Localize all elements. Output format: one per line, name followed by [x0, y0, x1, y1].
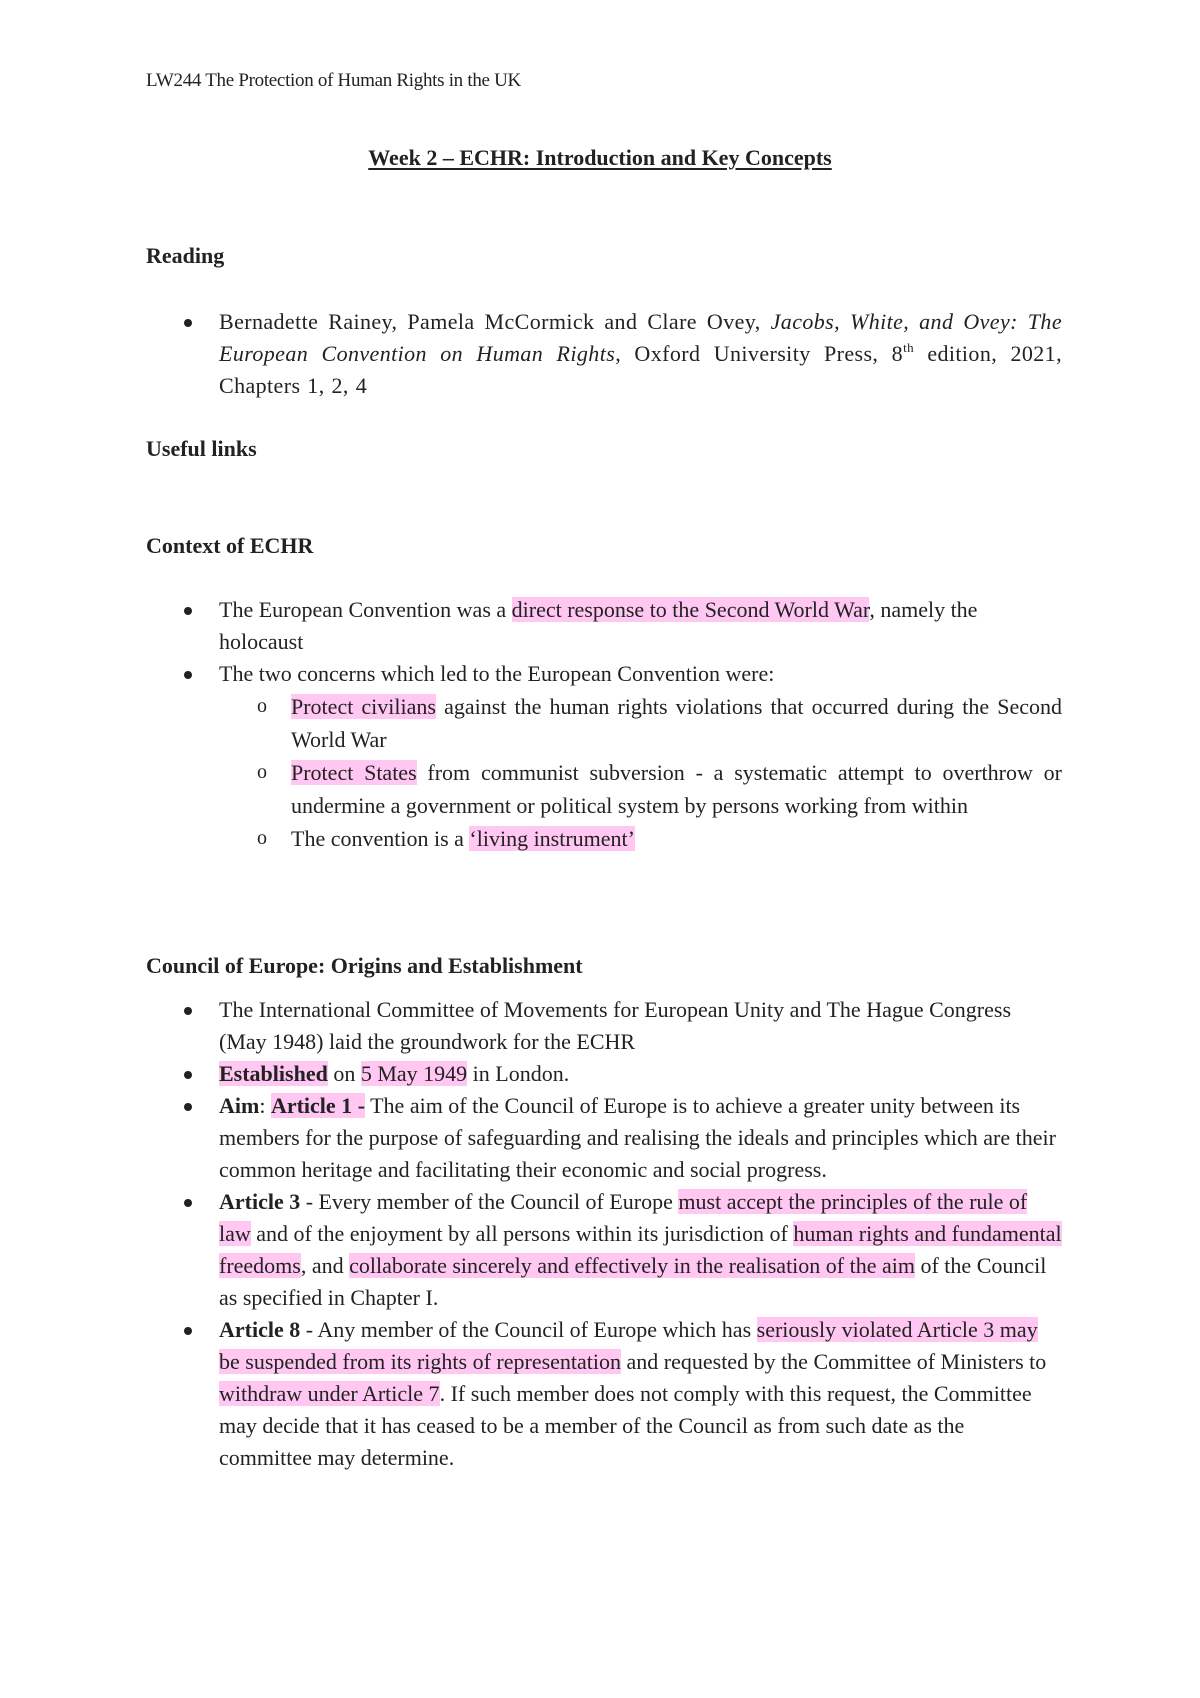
reading-heading: Reading	[146, 243, 225, 268]
aim-label: Aim	[219, 1093, 260, 1118]
highlight: withdraw under Article 7	[219, 1381, 440, 1406]
highlight: human rights and fundamental freedoms	[219, 1221, 1062, 1278]
aim-sep: :	[259, 1093, 271, 1118]
highlight: Established	[219, 1061, 328, 1086]
council-b2-text: on	[327, 1061, 361, 1086]
council-bullet-2	[0, 1058, 1062, 1090]
reading-edition: edition, 2021, Chapters 1, 2, 4	[219, 341, 1062, 398]
reading-book-title: Jacobs, White, and Ovey: The European Convention on Human Rights	[219, 309, 1062, 366]
context-sublist	[219, 690, 1062, 855]
highlight: 5 May 1949	[360, 1061, 468, 1086]
article-8-text-3: . If such member does not comply with this request, the Committee may decide that it has ceased to be a member of the Council as from such date as the committee may determine.	[219, 1381, 1032, 1470]
context-sub-2-text: from communist subversion - a systematic attempt to overthrow or undermine a government or political system by persons working from within	[291, 760, 1062, 818]
reading-item	[0, 306, 1062, 402]
context-bullet-1	[0, 594, 1062, 658]
council-bullet-3	[0, 1090, 1062, 1186]
highlight: direct response to the Second World War	[511, 597, 870, 622]
context-bullet-2	[0, 658, 1062, 855]
council-bullet-5	[0, 1314, 1062, 1474]
context-list	[0, 594, 1200, 855]
article-8-text-2: and requested by the Committee of Ministers to	[621, 1349, 1047, 1374]
aim-text: The aim of the Council of Europe is to achieve a greater unity between its members for the purpose of safeguarding and realising the ideals and principles which are their common heritage and facilitating their economic and social progress.	[219, 1093, 1056, 1182]
council-bullet-1: The International Committee of Movements for European Unity and The Hague Congress (May 1948) laid the groundwork for the ECHR	[0, 994, 1062, 1058]
council-b2-text-2: in London.	[467, 1061, 570, 1086]
article-8-label: Article 8	[219, 1317, 301, 1342]
highlight: Protect civilians	[291, 694, 436, 719]
page-title-text: Week 2 – ECHR: Introduction and Key Concepts	[368, 145, 832, 170]
article-3-text-3: , and	[300, 1253, 350, 1278]
article-3-label: Article 3	[219, 1189, 301, 1214]
context-sub-3	[219, 822, 1062, 855]
context-b2-text: The two concerns which led to the European Convention were:	[219, 661, 775, 686]
reading-list	[0, 306, 1200, 402]
article-3-text-1: - Every member of the Council of Europe	[300, 1189, 679, 1214]
context-sub-2	[219, 756, 1062, 822]
council-list	[0, 994, 1200, 1474]
page-title	[0, 145, 1200, 171]
article-8-text-1: - Any member of the Council of Europe which has	[300, 1317, 757, 1342]
useful-links-heading: Useful links	[146, 436, 257, 461]
context-sub-3-text: The convention is a	[291, 826, 470, 851]
article-1-dash: -	[352, 1093, 366, 1118]
context-heading: Context of ECHR	[146, 533, 314, 558]
context-b1-text: The European Convention was a	[219, 597, 512, 622]
highlight: must accept the principles of the rule of law	[219, 1189, 1028, 1246]
reading-edition-sup: th	[903, 340, 914, 355]
context-b1-text-2: , namely the holocaust	[219, 597, 978, 654]
article-3-text-2: and of the enjoyment by all persons within its jurisdiction of	[250, 1221, 794, 1246]
context-sub-1-text: against the human rights violations that occurred during the Second World War	[291, 694, 1062, 752]
highlight: collaborate sincerely and effectively in the realisation of the aim	[349, 1253, 915, 1278]
highlight: seriously violated Article 3 may be suspended from its rights of representation	[219, 1317, 1038, 1374]
council-heading: Council of Europe: Origins and Establishment	[146, 953, 583, 978]
article-1-text: Article 1	[270, 1093, 353, 1118]
reading-publisher: , Oxford University Press, 8	[615, 341, 904, 366]
course-header: LW244 The Protection of Human Rights in the UK	[146, 70, 521, 91]
council-bullet-4	[0, 1186, 1062, 1314]
context-sub-1	[219, 690, 1062, 756]
highlight: ‘living instrument’	[469, 826, 635, 851]
reading-authors: Bernadette Rainey, Pamela McCormick and Clare Ovey,	[219, 309, 771, 334]
article-1-label	[271, 1093, 365, 1118]
article-3-text-4: of the Council as specified in Chapter I.	[219, 1253, 1047, 1310]
highlight: Protect States	[291, 760, 417, 785]
